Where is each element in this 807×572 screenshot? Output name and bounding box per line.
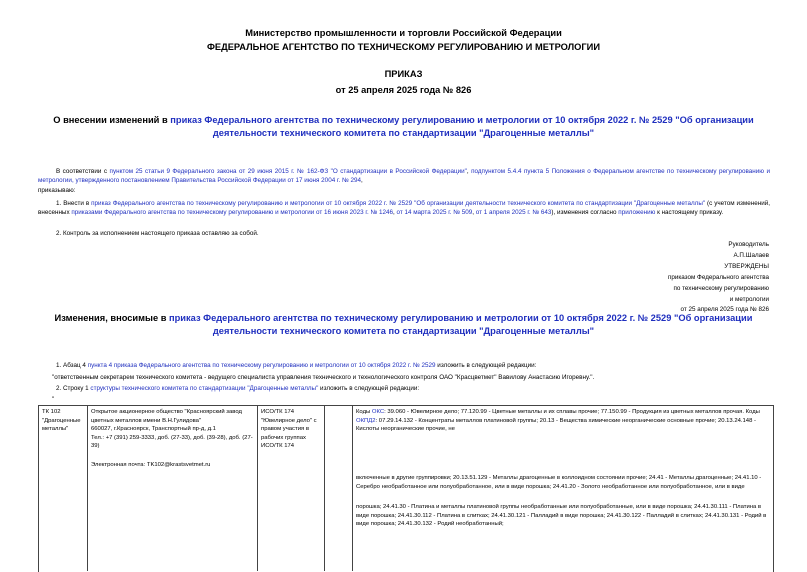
table-cell-secretariat (91, 408, 253, 470)
approval-line-3: по техническому регулированию (673, 285, 769, 292)
signature-role: Руководитель (728, 241, 769, 248)
table-cell-codes-3: порошка; 24.41.30 - Платина и металлы платиновой группы необработанные или полуобработанные, или в виде порошка; 24.41.30.111 - Платина в виде порошка; 24.41.30.112 - Платина в слитках; 24.41.30.121 - Палладий в виде порошка; 24.41.30.122 - Палладий в слитках; 24.41.30.131 - Родий в виде порошка; 24.41.30.132 - Родий необработанный; (356, 504, 767, 528)
title-link[interactable]: приказ Федерального агентства по техническому регулированию и метрологии от 10 октября 2022 г. № 2529 "Об организации деятельности технического комитета по стандартизации "Драгоценные металлы" (170, 115, 754, 138)
item1-text-6: к настоящему приказу. (655, 209, 724, 217)
table-col-divider (87, 405, 88, 571)
item1-text-5: ), изменения согласно (551, 209, 619, 217)
table-cell-codes-1 (356, 408, 768, 434)
document-title (40, 114, 767, 139)
change2-text-1: 2. Строку 1 (56, 385, 91, 392)
table-col-divider (257, 405, 258, 571)
codes-text-3: : 07.29.14.132 - Концентраты металлов платиновой группы; 20.13 - Вещества химические неорганические основные прочие; 20.13.24.148 - Кислоты неорганические прочие, не (356, 417, 756, 433)
regulation-link[interactable]: подпунктом 5.4.4 пункта 5 Положения о Федеральном агентстве по техническому регулированию и метрологии, утвержденного постановлением Правительства Российской Федерации от 17 июня 2004 г. № 294 (38, 168, 771, 185)
appendix-link[interactable]: приложению (618, 209, 656, 217)
orders-word: приказываю: (38, 187, 76, 194)
change1-text-2: изложить в следующей редакции: (435, 362, 537, 369)
secretariat-address: 660027, г.Красноярск, Транспортный пр-д, д.1 (91, 426, 216, 433)
order-2529-link[interactable]: приказ Федерального агентства по техническому регулированию и метрологии от 10 октября 2022 г. № 2529 "Об организации деятельности технического комитета по стандартизации "Драгоценные металлы" (91, 200, 706, 207)
approval-line-2: приказом Федерального агентства (667, 274, 769, 281)
secretariat-email: Электронная почта: TK102@krastsvetmet.ru (91, 461, 211, 468)
codes-text-2: : 39.060 - Ювелирное дело; 77.120.99 - Цветные металлы и их сплавы прочие; 77.150.99 - Продукция из цветных металлов прочая. Коды (384, 409, 760, 415)
approval-line-4: и метрологии (729, 296, 769, 303)
ministry-name: Министерство промышленности и торговли Российской Федерации (245, 28, 562, 38)
change1-text-1: 1. Абзац 4 (56, 362, 88, 369)
secretariat-phone: Тел.: +7 (391) 259-3333, доб. (27-33), доб. (39-28), доб. (27-39) (91, 434, 253, 450)
item1-text-4: , (472, 209, 476, 217)
item-2: 2. Контроль за исполнением настоящего приказа оставляю за собой. (56, 230, 259, 237)
preamble-text-1: В соответствии с (56, 168, 110, 175)
table-cell-committee: ТК 102 "Драгоценные металлы" (42, 409, 81, 433)
document-type: ПРИКАЗ (384, 69, 423, 79)
order-643-link[interactable]: от 1 апреля 2025 г. № 643 (475, 209, 552, 217)
approval-heading: УТВЕРЖДЕНЫ (724, 263, 769, 270)
title-prefix: О внесении изменений в (53, 115, 171, 125)
structure-link[interactable]: структуры технического комитета по стандартизации "Драгоценные металлы" (90, 385, 319, 392)
change-2-quote-open: " (52, 396, 55, 403)
table-col-divider (352, 405, 353, 571)
changes-title-prefix: Изменения, вносимые в (54, 313, 169, 323)
preamble-text-3: , (360, 177, 363, 185)
item-1 (38, 199, 770, 218)
signature-name: А.П.Шалаев (733, 252, 769, 259)
change-1 (56, 361, 536, 370)
change2-text-2: изложить в следующей редакции: (318, 385, 420, 392)
paragraph-4-link[interactable]: пункта 4 приказа Федерального агентства по техническому регулированию и метрологии от 10 октября 2022 г. № 2529 (87, 362, 436, 369)
preamble (38, 167, 770, 186)
order-509-link[interactable]: от 14 марта 2025 г. № 509 (396, 209, 473, 217)
changes-title (30, 312, 777, 337)
item1-text-2: (с учетом изменений, внесенных (38, 200, 770, 217)
oks-link[interactable]: ОКС (371, 409, 385, 415)
change-2 (56, 384, 419, 393)
table-cell-codes-2: включенные в другие группировки; 20.13.51.129 - Металлы драгоценные в коллоидном состоянии прочие; 24.41 - Металлы драгоценные; 24.41.10 - Серебро необработанное или полуобработанное, или в виде порошка; 24.41.20 - Золото необработанное или полуобработанное, или в виде (356, 475, 762, 490)
agency-name: ФЕДЕРАЛЬНОЕ АГЕНТСТВО ПО ТЕХНИЧЕСКОМУ РЕГУЛИРОВАНИЮ И МЕТРОЛОГИИ (206, 42, 601, 52)
order-1246-link[interactable]: приказами Федерального агентства по техническому регулированию и метрологии от 16 июня 2023 г. № 1246 (71, 209, 393, 217)
changes-title-link[interactable]: приказ Федерального агентства по техническому регулированию и метрологии от 10 октября 2022 г. № 2529 "Об организации деятельности технического комитета по стандартизации "Драгоценные металлы" (169, 313, 753, 336)
secretariat-org: Открытое акционерное общество "Красноярский завод цветных металлов имени В.Н.Гулидова" (91, 409, 242, 424)
preamble-text-2: , (466, 168, 472, 175)
table-cell-iso: ИСО/ТК 174 "Ювелирное дело" с правом участия в рабочих группах ИСО/ТК 174 (261, 409, 317, 450)
okpd2-link[interactable]: ОКПД2 (356, 417, 376, 424)
approval-line-5: от 25 апреля 2025 года № 826 (680, 306, 769, 313)
item1-text-3: , (392, 209, 397, 217)
change-1-quote: "ответственным секретарем технического комитета - ведущего специалиста управления технического и технологического контроля ОАО "Красцветмет" Вавилову Анастасию Игоревну.". (52, 374, 595, 381)
table-col-divider (324, 405, 325, 571)
item1-text-1: 1. Внести в (56, 200, 92, 207)
codes-text-1: Коды (356, 409, 372, 415)
document-date-number: от 25 апреля 2025 года № 826 (335, 85, 472, 95)
law-link[interactable]: пунктом 25 статьи 9 Федерального закона от 29 июня 2015 г. № 162-ФЗ "О стандартизации в Российской Федерации" (109, 168, 467, 175)
